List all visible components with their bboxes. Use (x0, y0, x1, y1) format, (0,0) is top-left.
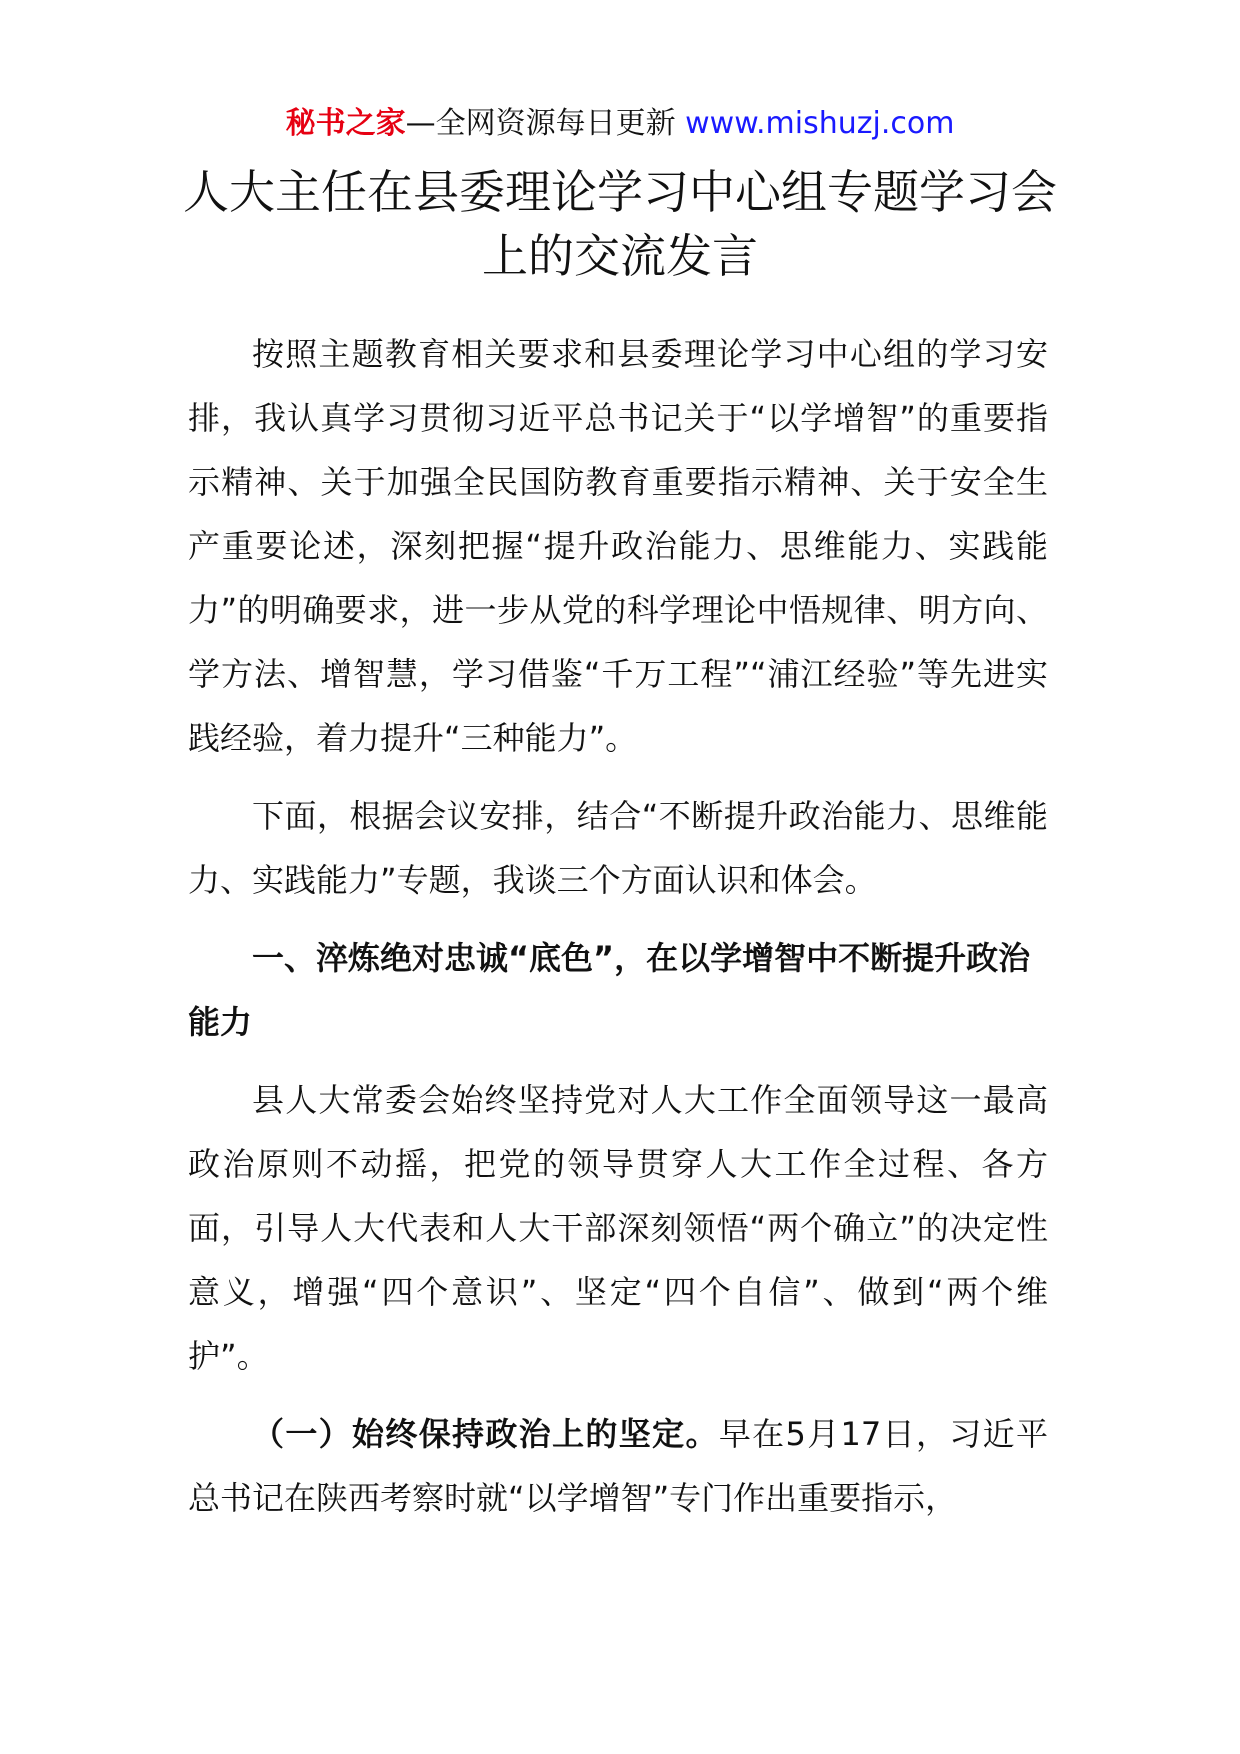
document-title: 人大主任在县委理论学习中心组专题学习会上的交流发言 (183, 165, 1057, 283)
subsection-1-text: 早在5月17日，习近平总书记在陕西考察时就“以学增智”专门作出重要指示， (188, 1415, 1048, 1517)
site-url-link[interactable]: www.mishuzj.com (685, 106, 955, 141)
section-1-paragraph: 县人大常委会始终坚持党对人大工作全面领导这一最高政治原则不动摇，把党的领导贯穿人大工作全过程、各方面，引导人大代表和人大干部深刻领悟“两个确立”的决定性意义，增强“四个意识”、坚定“四个自信”、做到“两个维护”。 (188, 1081, 1048, 1375)
brand-name: 秘书之家 (285, 106, 406, 141)
overview-paragraph: 下面，根据会议安排，结合“不断提升政治能力、思维能力、实践能力”专题，我谈三个方面认识和体会。 (188, 797, 1048, 899)
section-heading-1: 一、淬炼绝对忠诚“底色”，在以学增智中不断提升政治能力 (188, 939, 1031, 1041)
intro-paragraph: 按照主题教育相关要求和县委理论学习中心组的学习安排，我认真学习贯彻习近平总书记关于“以学增智”的重要指示精神、关于加强全民国防教育重要指示精神、关于安全生产重要论述，深刻把握“提升政治能力、思维能力、实践能力”的明确要求，进一步从党的科学理论中悟规律、明方向、学方法、增智慧，学习借鉴“千万工程”“浦江经验”等先进实践经验，着力提升“三种能力”。 (188, 335, 1048, 757)
subsection-1-paragraph (188, 1402, 1048, 1530)
document-body (188, 322, 1048, 1544)
subsection-1-lead: （一）始终保持政治上的坚定。 (252, 1415, 719, 1453)
site-header (0, 102, 1240, 146)
header-tagline: —全网资源每日更新 (405, 106, 676, 141)
